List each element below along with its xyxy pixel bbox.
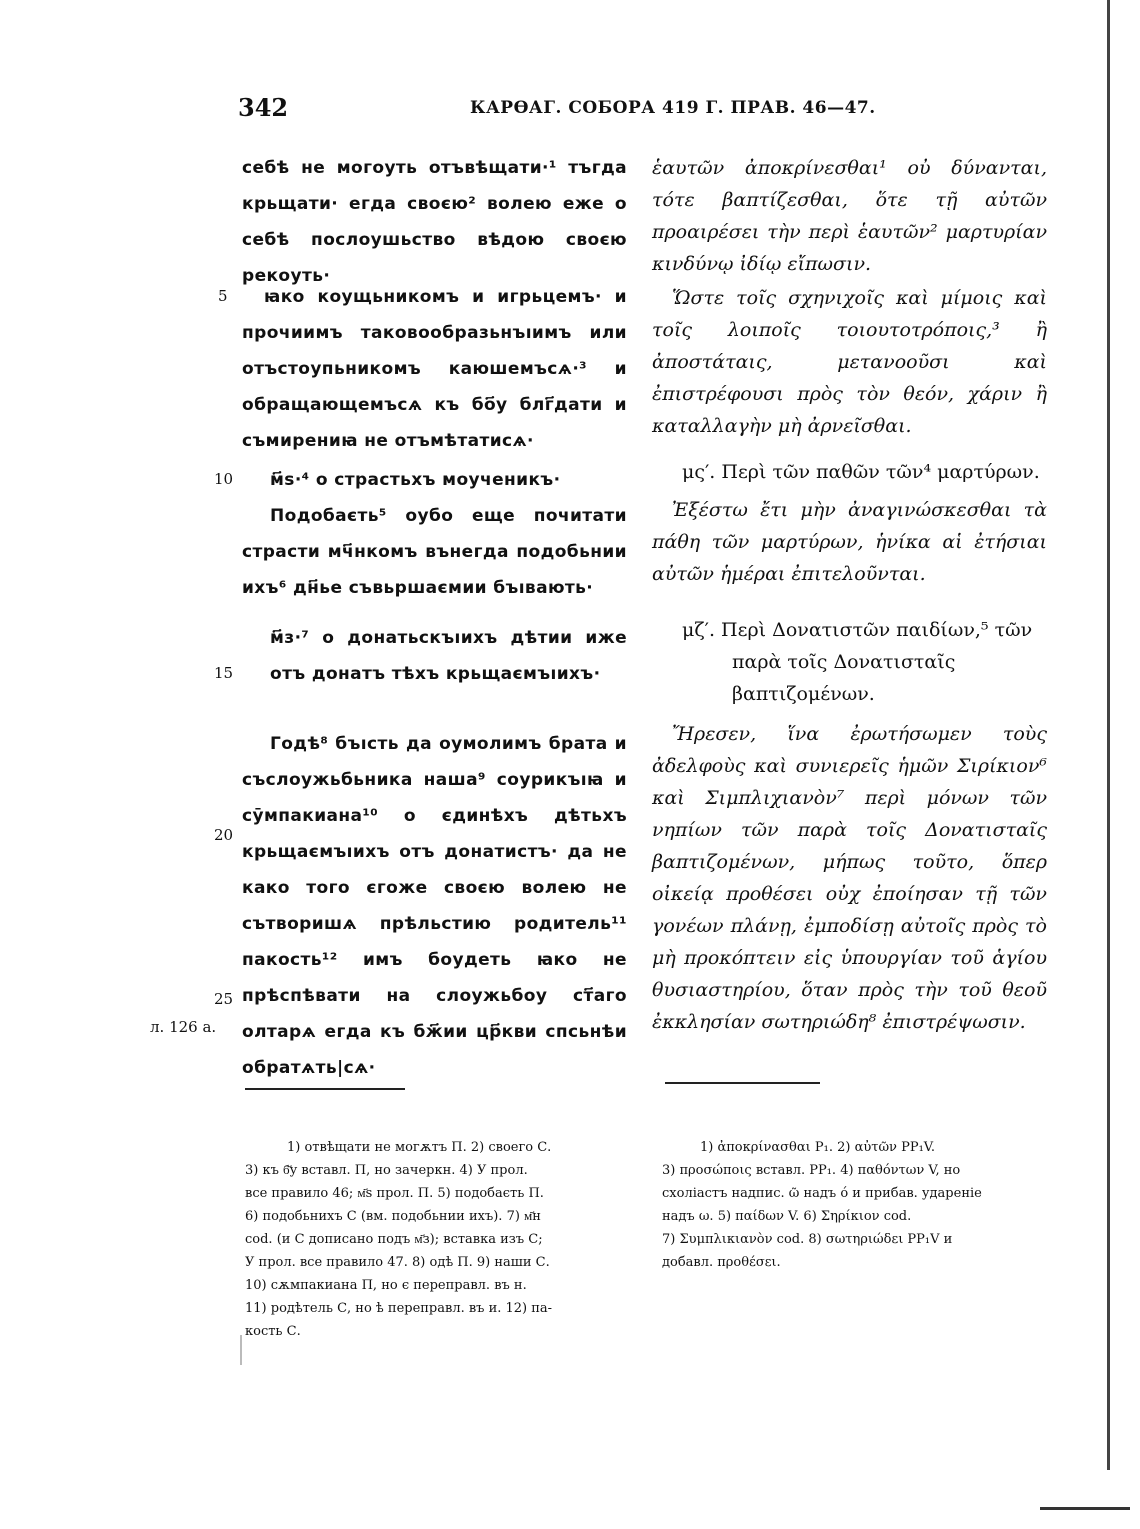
footnote-right-line: 3) προσώποις вставл. PP₁. 4) παθόντων V, но bbox=[662, 1163, 961, 1178]
page-edge-rule bbox=[1107, 0, 1110, 1470]
greek-rule-46: Ἐξέστω ἔτι μὴν ἀναγινώσκεσθαι τὰ πάθη τῶν μαρτύρων, ἡνίκα αἱ ἐτήσιαι αὐτῶν ἡμέραι ἐπιτελοῦνται. bbox=[652, 499, 1047, 585]
footnote-right-line: добавл. προθέσει. bbox=[662, 1255, 781, 1270]
scan-edge-mark bbox=[1040, 1507, 1130, 1510]
footnote-left-line: 6) подобьнихъ С (вм. подобьнии ихъ). 7) м҃н bbox=[245, 1209, 541, 1224]
slavonic-rule-47: Годѣ⁸ бъıсть да оумолимъ брата и съслоужьбьника наша⁹ соурикъıꙗ и сӯмпакиана¹⁰ о єдинѣхъ дѣтьхъ крьщаємъıихъ отъ донатистъ· да не како того єгоже своєю волею не сътворишѧ прѣльстию родитель¹¹ пакость¹² имъ боудеть ꙗко не прѣспѣвати на слоужьбоу ст҃аго олтарѧ егда къ бж҃ии цр҃кви спсьнѣи обратѧть|сѧ· bbox=[242, 734, 627, 1078]
paper-speck bbox=[240, 1335, 242, 1365]
slavonic-rule-46: Подобаєть⁵ оубо еще почитати страсти мч҃нкомъ вънегда подобьнии ихъ⁶ дн҃ье съвьршаємии бъıвають· bbox=[242, 506, 627, 598]
footnote-right-line: схоліастъ надпис. ῶ надъ ό и прибав. удареніе bbox=[662, 1186, 982, 1201]
greek-heading-46: μς′. Περὶ τῶν παθῶν τῶν⁴ μαρτύρων. bbox=[682, 461, 1040, 483]
footnote-left-line: 10) сѫмпакиана П, но є переправл. въ н. bbox=[245, 1278, 527, 1293]
footnote-rule-left bbox=[245, 1088, 405, 1090]
footnote-left-line: все правило 46; м҃ѕ прол. П. 5) подобаєть П. bbox=[245, 1186, 544, 1201]
greek-heading-47: μζ′. Περὶ Δονατιστῶν παιδίων,⁵ τῶν παρὰ τοῖς Δονατισταῖς βαπτιζομένων. bbox=[682, 619, 1033, 705]
footnote-left-line: cod. (и С дописано подъ м҃з); вставка изъ С; bbox=[245, 1232, 543, 1247]
margin-folio-note: л. 126 а. bbox=[150, 1018, 217, 1036]
footnote-rule-right bbox=[665, 1082, 820, 1084]
footnote-left-line: 11) родѣтель С, но ѣ переправл. въ и. 12) па- bbox=[245, 1301, 553, 1316]
line-number-20: 20 bbox=[214, 826, 234, 844]
footnote-left-line: кость С. bbox=[245, 1324, 301, 1339]
footnote-left-line: У прол. все правило 47. 8) одѣ П. 9) наши С. bbox=[245, 1255, 550, 1270]
footnote-left-line: 1) отвѣщати не могѫтъ П. 2) своего С. bbox=[287, 1140, 552, 1155]
line-number-25: 25 bbox=[214, 990, 234, 1008]
greek-rule-47: Ἤρεσεν, ἵνα ἐρωτήσωμεν τοὺς ἀδελφοὺς καὶ συνιερεῖς ἡμῶν Σιρίκιον⁶ καὶ Σιμπλιχιανὸν⁷ περὶ μόνων τῶν νηπίων τῶν παρὰ τοῖς Δονατισταῖς βαπτιζομένων, μήπως τοῦτο, ὅπερ οἰκείᾳ προθέσει οὐχ ἐποίησαν τῇ τῶν γονέων πλάνῃ, ἐμποδίσῃ αὐτοῖς πρὸς τὸ μὴ προκόπτειν εἰς ὑπουργίαν τοῦ ἁγίου θυσιαστηρίου, ὅταν πρὸς τὴν τοῦ θεοῦ ἐκκλησίαν σωτηριώδη⁸ ἐπιστρέψωσιν. bbox=[652, 723, 1047, 1033]
page-number: 342 bbox=[238, 93, 289, 122]
running-title: КАРѲАГ. СОБОРА 419 Г. ПРАВ. 46—47. bbox=[470, 98, 876, 118]
slavonic-paragraph-2: ꙗко коущьникомъ и игрьцемъ· и прочиимъ таковообразьнъıимъ или отъстоупьникомъ каюшемъсѧ·³ и обращающемъсѧ къ бо҃у блг҃дати и съмирениꙗ не отъмѣтатисѧ· bbox=[242, 287, 627, 451]
footnote-right-line: надъ ω. 5) παίδων V. 6) Σηρίκιον cod. bbox=[662, 1209, 912, 1224]
line-number-15: 15 bbox=[214, 664, 234, 682]
line-number-10: 10 bbox=[214, 470, 234, 488]
greek-paragraph-1: ἑαυτῶν ἀποκρίνεσθαι¹ οὐ δύνανται, τότε βαπτίζεσθαι, ὅτε τῇ αὐτῶν προαιρέσει τὴν περὶ ἑαυτῶν² μαρτυρίαν κινδύνῳ ἰδίῳ εἴπωσιν. bbox=[652, 157, 1047, 275]
slavonic-heading-46: м҃ѕ·⁴ о страстьхъ моученикъ· bbox=[270, 470, 561, 490]
line-number-5: 5 bbox=[218, 287, 228, 305]
slavonic-heading-47: м҃з·⁷ о донатьскъıихъ дѣтии иже отъ донатъ тѣхъ крьщаємъıихъ· bbox=[270, 628, 627, 684]
footnote-right-line: 1) ἀποκρίνασθαι P₁. 2) αὐτῶν PP₁V. bbox=[700, 1140, 936, 1155]
footnote-right-line: 7) Συμπλικιανὸν cod. 8) σωτηριώδει PP₁V и bbox=[662, 1232, 953, 1247]
footnote-left-line: 3) къ б҃у вставл. П, но зачеркн. 4) У прол. bbox=[245, 1163, 528, 1178]
greek-paragraph-2: Ὥστε τοῖς σχηνιχοῖς καὶ μίμοις καὶ τοῖς λοιποῖς τοιουτοτρόποις,³ ἢ ἀποστάταις, μετανοοῦσι καὶ ἐπιστρέφουσι πρὸς τὸν θεόν, χάριν ἢ καταλλαγὴν μὴ ἀρνεῖσθαι. bbox=[652, 287, 1047, 437]
slavonic-paragraph-1: себѣ не могоуть отъвѣщати·¹ тъгда крьщати· егда своєю² волею еже о себѣ послоушьство вѣдою своєю рекоуть· bbox=[242, 158, 627, 286]
